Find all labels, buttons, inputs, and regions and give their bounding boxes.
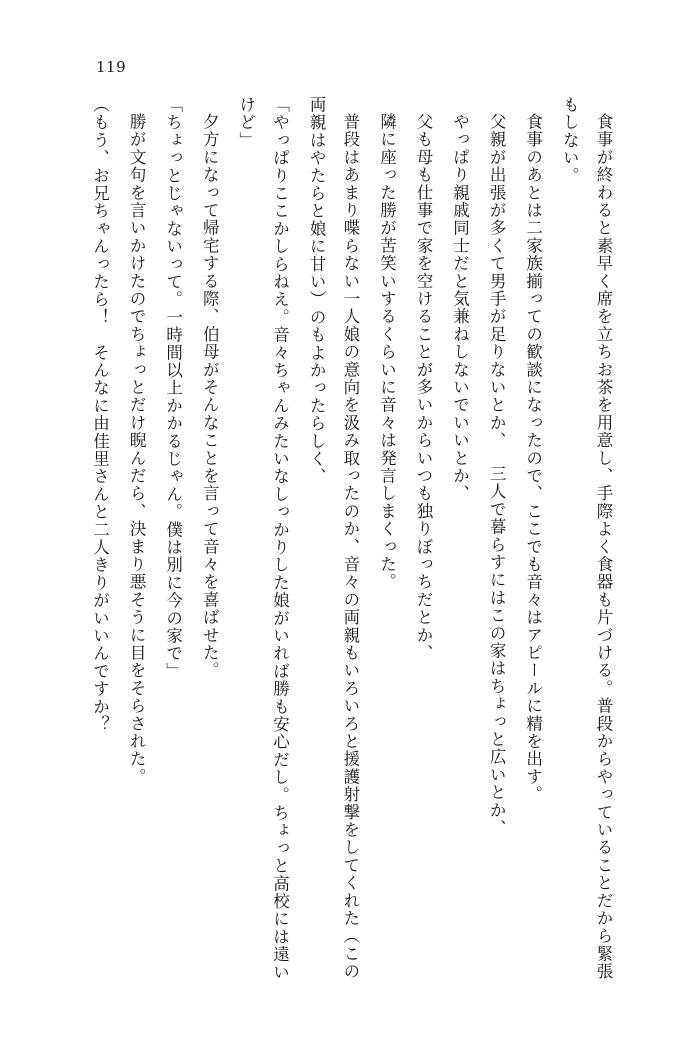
paragraph: 父も母も仕事で家を空けることが多いからいつも独りぼっちだとか、 bbox=[414, 112, 433, 662]
paragraph: 父親が出張が多くて男手が足りないとか、 bbox=[487, 112, 507, 449]
body-text bbox=[80, 96, 620, 986]
paragraph-dialogue: 「ちょっとじゃないって。一時間以上かかるじゃん。僕は別に今の家で」 bbox=[163, 96, 183, 681]
paragraph-dialogue: 「やっぱりここかしらねえ。音々ちゃんみたいなしっかりした娘がいれば勝も安心だし。ちょっと高校には遠いけど」 bbox=[236, 96, 290, 981]
paragraph-inner-monologue: （もう、お兄ちゃんったら！ そんなに由佳里さんと二人きりがいいんですか？ bbox=[90, 96, 110, 734]
paragraph: 普段はあまり喋らない一人娘の意向を汲み取ったのか、音々の両親もいろいろと援護射撃をしてくれた（この両親はやたらと娘に甘い）のもよかったらしく、 bbox=[307, 96, 360, 980]
paragraph: 食事が終わると素早く席を立ちお茶を用意し、手際よく食器も片づける。普段からやっていることだから緊張もしない。 bbox=[560, 96, 613, 980]
paragraph: 三人で暮らすにはこの家はちょっと広いとか、 bbox=[487, 465, 507, 838]
paragraph: 勝が文句を言いかけたのでちょっとだけ睨んだら、決まり悪そうに目をそらされた。 bbox=[127, 112, 147, 786]
paragraph: やっぱり親戚同士だと気兼ねしないでいいとか、 bbox=[450, 112, 470, 502]
paragraph: 隣に座った勝が苦笑いするくらいに音々は発言しまくった。 bbox=[377, 112, 397, 591]
paragraph: 夕方になって帰宅する際、伯母がそんなことを言って音々を喜ばせた。 bbox=[200, 112, 220, 679]
paragraph: 食事のあとは二家族揃っての歓談になったので、ここでも音々はアピールに精を出す。 bbox=[523, 112, 543, 803]
page-number: 119 bbox=[96, 58, 127, 76]
